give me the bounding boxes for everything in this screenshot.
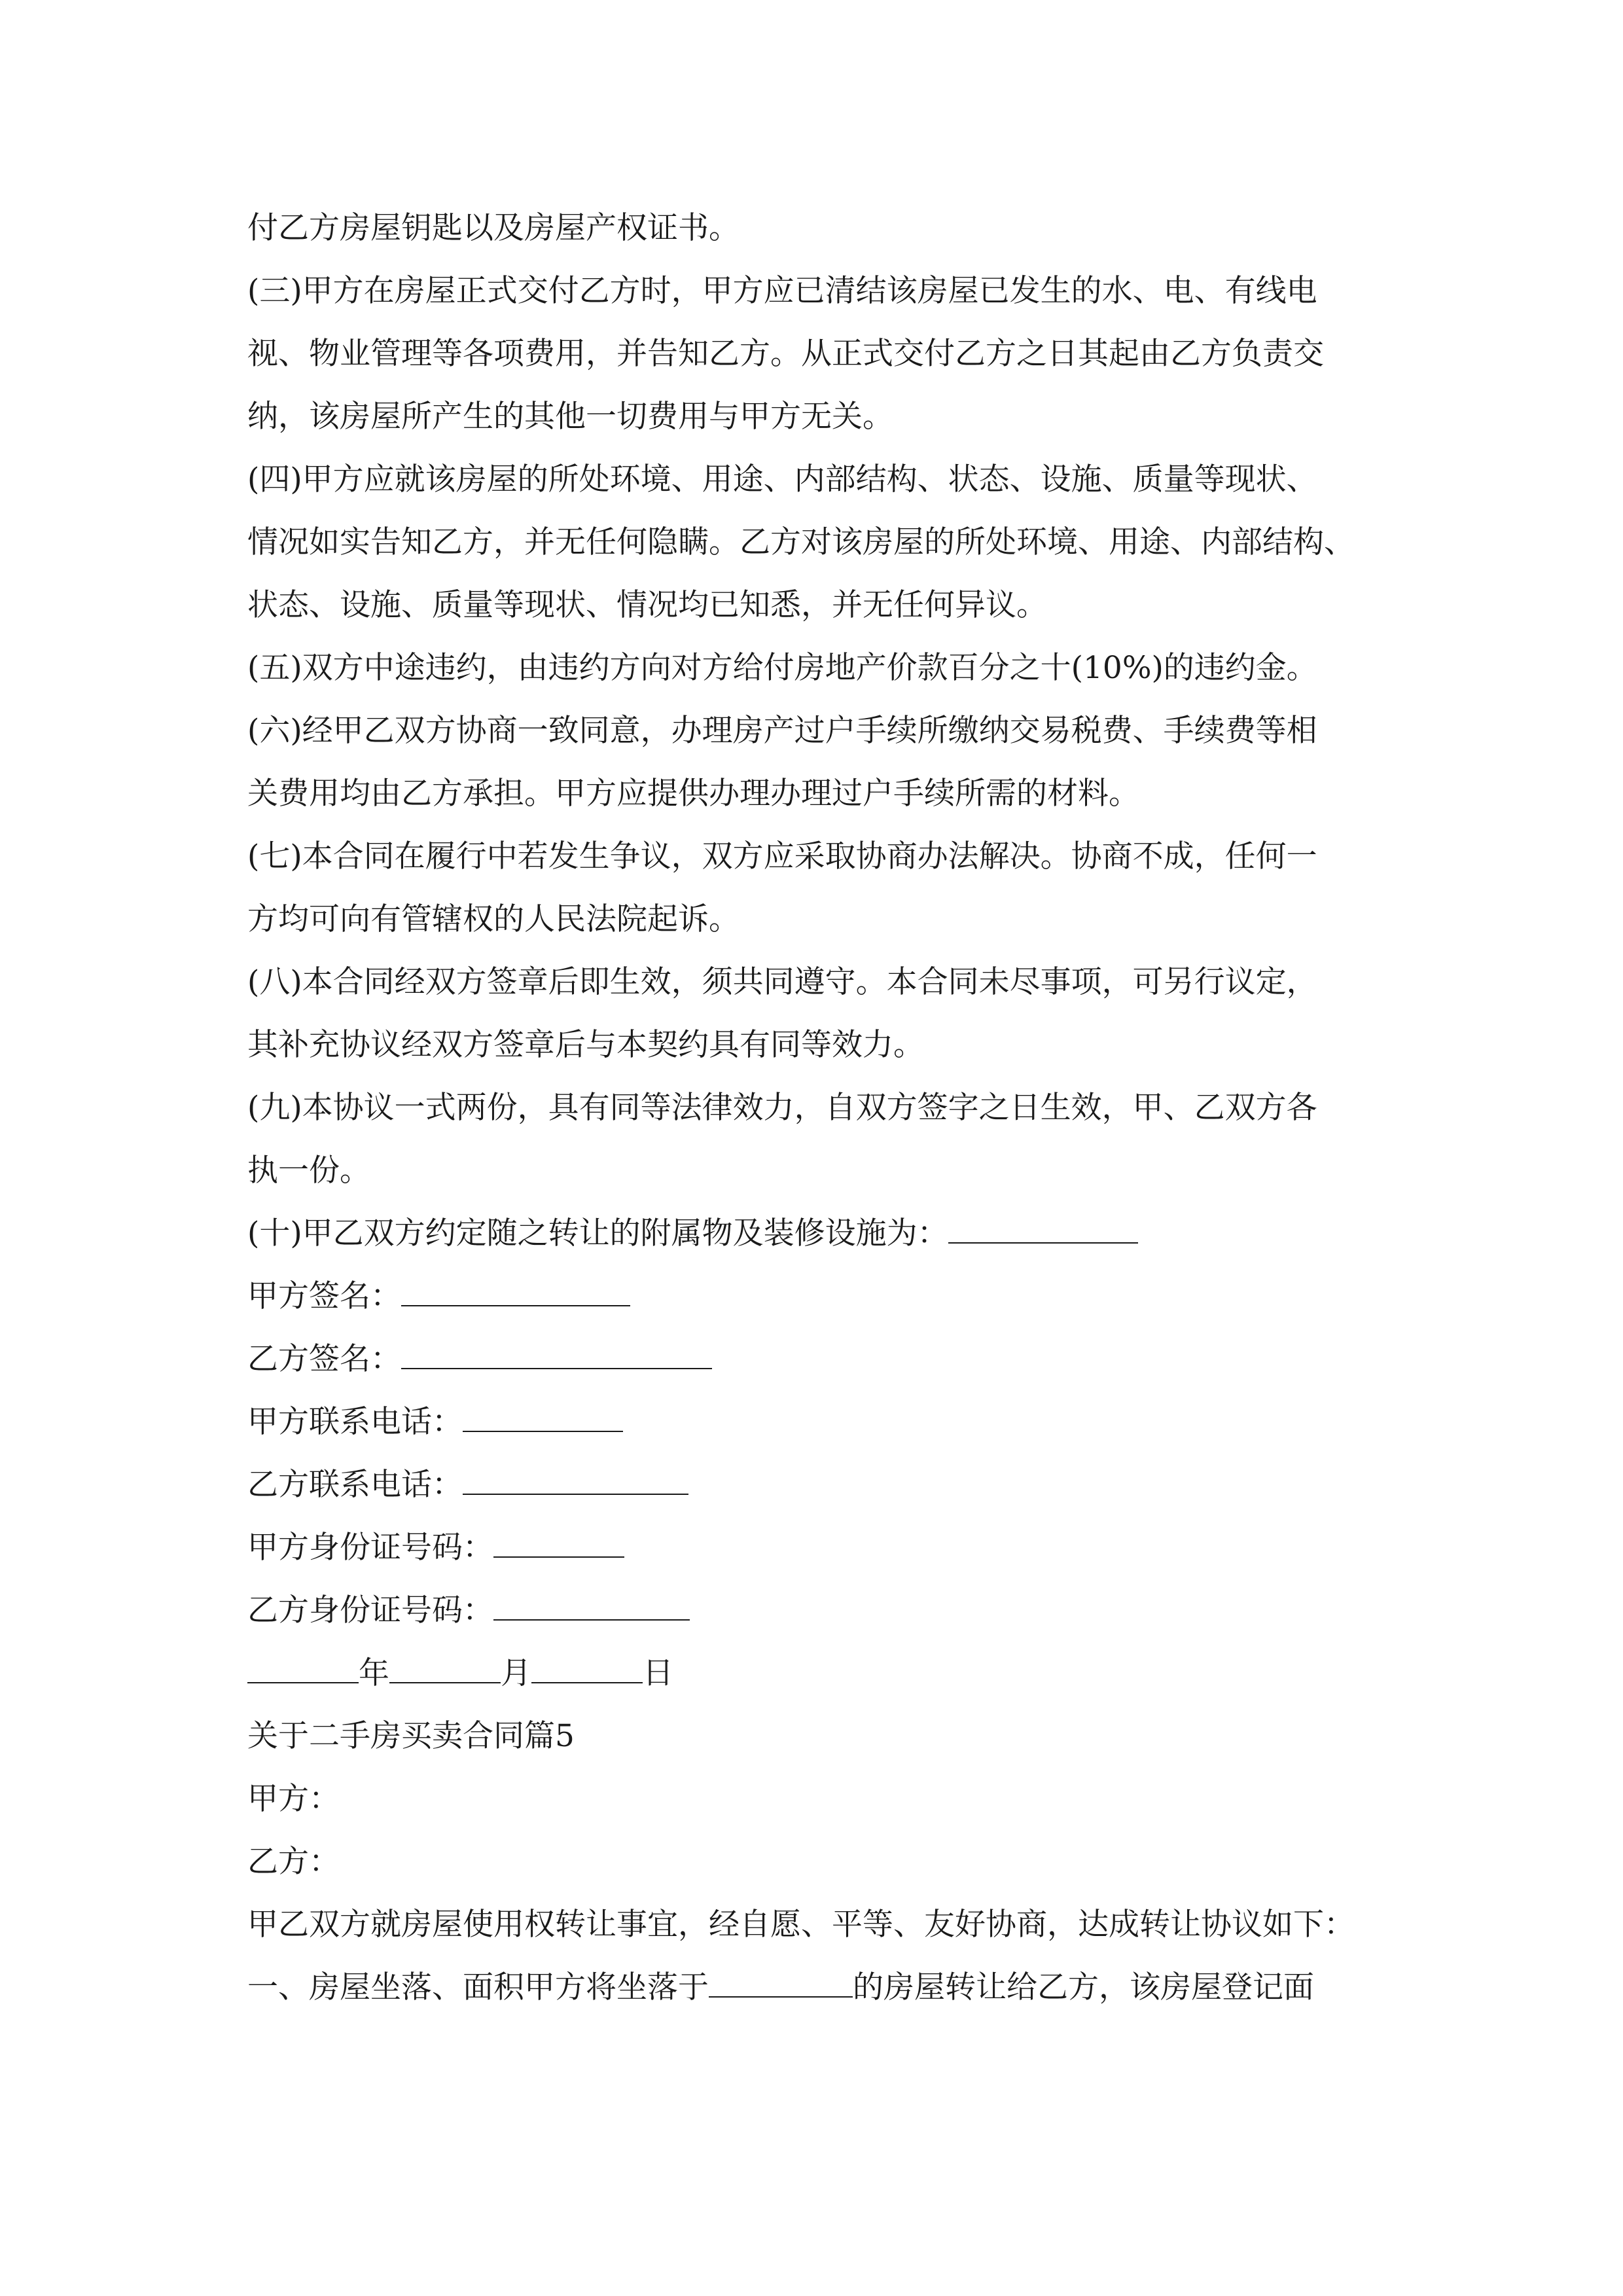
party-a-sign-label: 甲方签名： <box>247 1278 401 1314</box>
party-b-id-label: 乙方身份证号码： <box>247 1592 493 1628</box>
party-b-phone-label: 乙方联系电话： <box>247 1467 463 1503</box>
date-line <box>247 1654 673 1693</box>
party-b-phone-line <box>247 1465 688 1505</box>
party-b-sign-label: 乙方签名： <box>247 1341 401 1377</box>
clause1-line <box>247 1968 1314 2007</box>
month-label: 月 <box>501 1655 531 1691</box>
party-b-phone-field[interactable] <box>463 1469 688 1495</box>
party-a-sign-line <box>247 1277 630 1316</box>
party-b-id-field[interactable] <box>493 1594 690 1621</box>
party-a-sign-field[interactable] <box>401 1280 630 1306</box>
year-field[interactable] <box>247 1657 359 1683</box>
body-line: 情况如实告知乙方，并无任何隐瞒。乙方对该房屋的所处环境、用途、内部结构、 <box>247 524 1355 560</box>
clause1-before: 一、房屋坐落、面积甲方将坐落于 <box>247 1969 709 2005</box>
body-line: (三)甲方在房屋正式交付乙方时，甲方应已清结该房屋已发生的水、电、有线电 <box>247 273 1317 309</box>
body-line: (九)本协议一式两份，具有同等法律效力，自双方签字之日生效，甲、乙双方各 <box>247 1090 1317 1126</box>
body-line: 付乙方房屋钥匙以及房屋产权证书。 <box>247 210 740 246</box>
body-line: 关费用均由乙方承担。甲方应提供办理办理过户手续所需的材料。 <box>247 776 1139 812</box>
party-a-phone-field[interactable] <box>463 1406 623 1432</box>
party-a-phone-line <box>247 1403 623 1442</box>
body-line: (五)双方中途违约，由违约方向对方给付房地产价款百分之十(10%)的违约金。 <box>247 650 1317 686</box>
party-a-id-label: 甲方身份证号码： <box>247 1530 493 1566</box>
party-a-id-line <box>247 1528 624 1568</box>
body-line: 执一份。 <box>247 1153 370 1189</box>
party-b-id-line <box>247 1591 690 1630</box>
body-line: 其补充协议经双方签章后与本契约具有同等效力。 <box>247 1027 924 1063</box>
party-a-phone-label: 甲方联系电话： <box>247 1404 463 1440</box>
body-line: 纳，该房屋所产生的其他一切费用与甲方无关。 <box>247 399 893 435</box>
body-line: (四)甲方应就该房屋的所处环境、用途、内部结构、状态、设施、质量等现状、 <box>247 461 1317 497</box>
body-line: (六)经甲乙双方协商一致同意，办理房产过户手续所缴纳交易税费、手续费等相 <box>247 713 1317 749</box>
body-line: 状态、设施、质量等现状、情况均已知悉，并无任何异议。 <box>247 587 1047 623</box>
party-a-id-field[interactable] <box>493 1532 624 1558</box>
day-field[interactable] <box>531 1657 643 1683</box>
attachments-blank-field[interactable] <box>948 1217 1138 1244</box>
party-b-sign-field[interactable] <box>401 1343 712 1369</box>
day-label: 日 <box>643 1655 673 1691</box>
party-b-sign-line <box>247 1340 712 1379</box>
attachments-label: (十)甲乙双方约定随之转让的附属物及装修设施为： <box>247 1215 948 1251</box>
clause1-after: 的房屋转让给乙方，该房屋登记面 <box>853 1969 1314 2005</box>
body-line: 方均可向有管辖权的人民法院起诉。 <box>247 901 740 937</box>
party-b-label: 乙方： <box>247 1844 340 1880</box>
location-field[interactable] <box>709 1971 853 1998</box>
body-line: (八)本合同经双方签章后即生效，须共同遵守。本合同未尽事项，可另行议定， <box>247 964 1317 1000</box>
body-line: (七)本合同在履行中若发生争议，双方应采取协商办法解决。协商不成，任何一 <box>247 838 1317 874</box>
body-line: 视、物业管理等各项费用，并告知乙方。从正式交付乙方之日其起由乙方负责交 <box>247 336 1324 372</box>
year-label: 年 <box>359 1655 389 1691</box>
attachments-line <box>247 1214 1138 1253</box>
intro-line: 甲乙双方就房屋使用权转让事宜，经自愿、平等、友好协商，达成转让协议如下： <box>247 1907 1355 1943</box>
section-title: 关于二手房买卖合同篇5 <box>247 1718 575 1754</box>
month-field[interactable] <box>389 1657 501 1683</box>
party-a-label: 甲方： <box>247 1781 340 1817</box>
